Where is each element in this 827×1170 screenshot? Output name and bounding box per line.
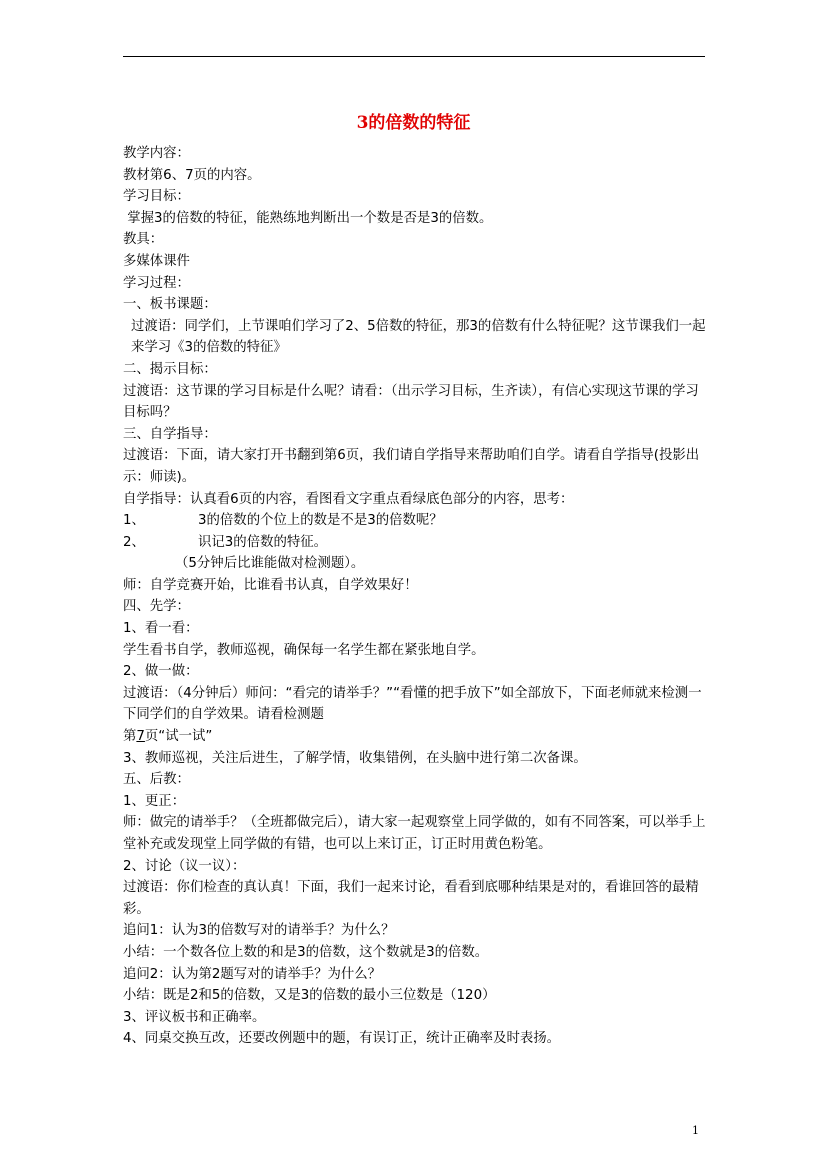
learning-process-heading: 学习过程： [123,275,190,291]
five-minute-note: （5分钟后比谁能做对检测题）。 [175,556,365,572]
page-number: 1 [692,1124,699,1137]
guide-question-2 [123,532,708,554]
self-study-guide: 自学指导：认真看6页的内容，看图看文字重点看绿底色部分的内容，思考： [123,491,574,507]
peer-correction: 4、同桌交换互改，还要改例题中的题，有误订正，统计正确率及时表扬。 [123,1031,561,1047]
learning-goals-heading: 学习目标： [123,189,190,205]
try-it-page [123,726,708,748]
discussion-transition: 过渡语：你们检查的真认真！下面，我们一起来讨论，看看到底哪种结果是对的，看谁回答的最精彩。 [123,880,699,917]
section-1-transition: 过渡语：同学们，上节课咱们学习了2、5倍数的特征，那3的倍数有什么特征呢？这节课我们一起来学习《3的倍数的特征》 [131,318,706,356]
section-3-transition: 过渡语：下面，请大家打开书翻到第6页，我们请自学指导来帮助咱们自学。请看自学指导(投影出示：师读)。 [123,448,700,485]
header-rule [123,56,705,57]
step-do-heading: 2、做一做： [123,664,199,680]
guide-question-2-text: 识记3的倍数的特征。 [198,534,328,550]
teaching-aids-text: 多媒体课件 [123,253,190,269]
learning-goal-text: 掌握3的倍数的特征，能熟练地判断出一个数是否是3的倍数。 [123,210,493,226]
try-it-prefix: 第 [123,729,137,745]
teacher-patrol: 3、教师巡视，关注后进生，了解学情，收集错例，在头脑中进行第二次备课。 [123,750,587,766]
try-it-suffix: 页“试一试” [144,729,213,745]
document-title: 3的倍数的特征 [356,113,471,133]
correction-text: 师：做完的请举手？（全班都做完后），请大家一起观察堂上同学做的，如有不同答案，可以举手上堂补充或发现堂上同学做的有错，也可以上来订正，订正时用黄色粉笔。 [123,815,706,852]
guide-question-1-text: 3的倍数的个位上的数是不是3的倍数呢？ [198,513,443,529]
section-3-heading: 三、自学指导： [123,426,217,442]
step-look-text: 学生看书自学，教师巡视，确保每一名学生都在紧张地自学。 [123,642,485,658]
summary-1: 小结：一个数各位上数的和是3的倍数，这个数就是3的倍数。 [123,944,489,960]
summary-2: 小结：既是2和5的倍数，又是3的倍数的最小三位数是（120） [123,988,496,1004]
section-4-heading: 四、先学： [123,599,190,615]
guide-question-2-number: 2、 [123,534,145,550]
try-it-page-number: 7 [136,729,145,745]
correction-heading: 1、更正： [123,793,186,809]
guide-question-1 [123,510,708,532]
discussion-heading: 2、讨论（议一议）： [123,858,246,874]
section-2-heading: 二、揭示目标： [123,361,217,377]
section-1-heading: 一、板书课题： [123,297,217,313]
step-look-heading: 1、看一看： [123,621,199,637]
review-board: 3、评议板书和正确率。 [123,1009,266,1025]
guide-question-1-number: 1、 [123,513,145,529]
teaching-aids-heading: 教具： [123,232,164,248]
teaching-content-heading: 教学内容： [123,146,190,161]
teacher-start-competition: 师：自学竞赛开始，比谁看书认真，自学效果好！ [123,577,418,593]
follow-up-question-1: 追问1：认为3的倍数写对的请举手？为什么？ [123,923,395,939]
document-body [123,143,708,1050]
follow-up-question-2: 追问2：认为第2题写对的请举手？为什么？ [123,966,382,982]
textbook-pages: 教材第6、7页的内容。 [123,167,261,183]
section-2-transition: 过渡语：这节课的学习目标是什么呢？请看：（出示学习目标，生齐读），有信心实现这节课的学习目标吗？ [123,383,699,421]
step-do-transition: 过渡语：（4分钟后）师问：“看完的请举手？”“看懂的把手放下”如全部放下，下面老师就来检测一下同学们的自学效果。请看检测题 [123,685,702,723]
section-5-heading: 五、后教： [123,772,190,788]
